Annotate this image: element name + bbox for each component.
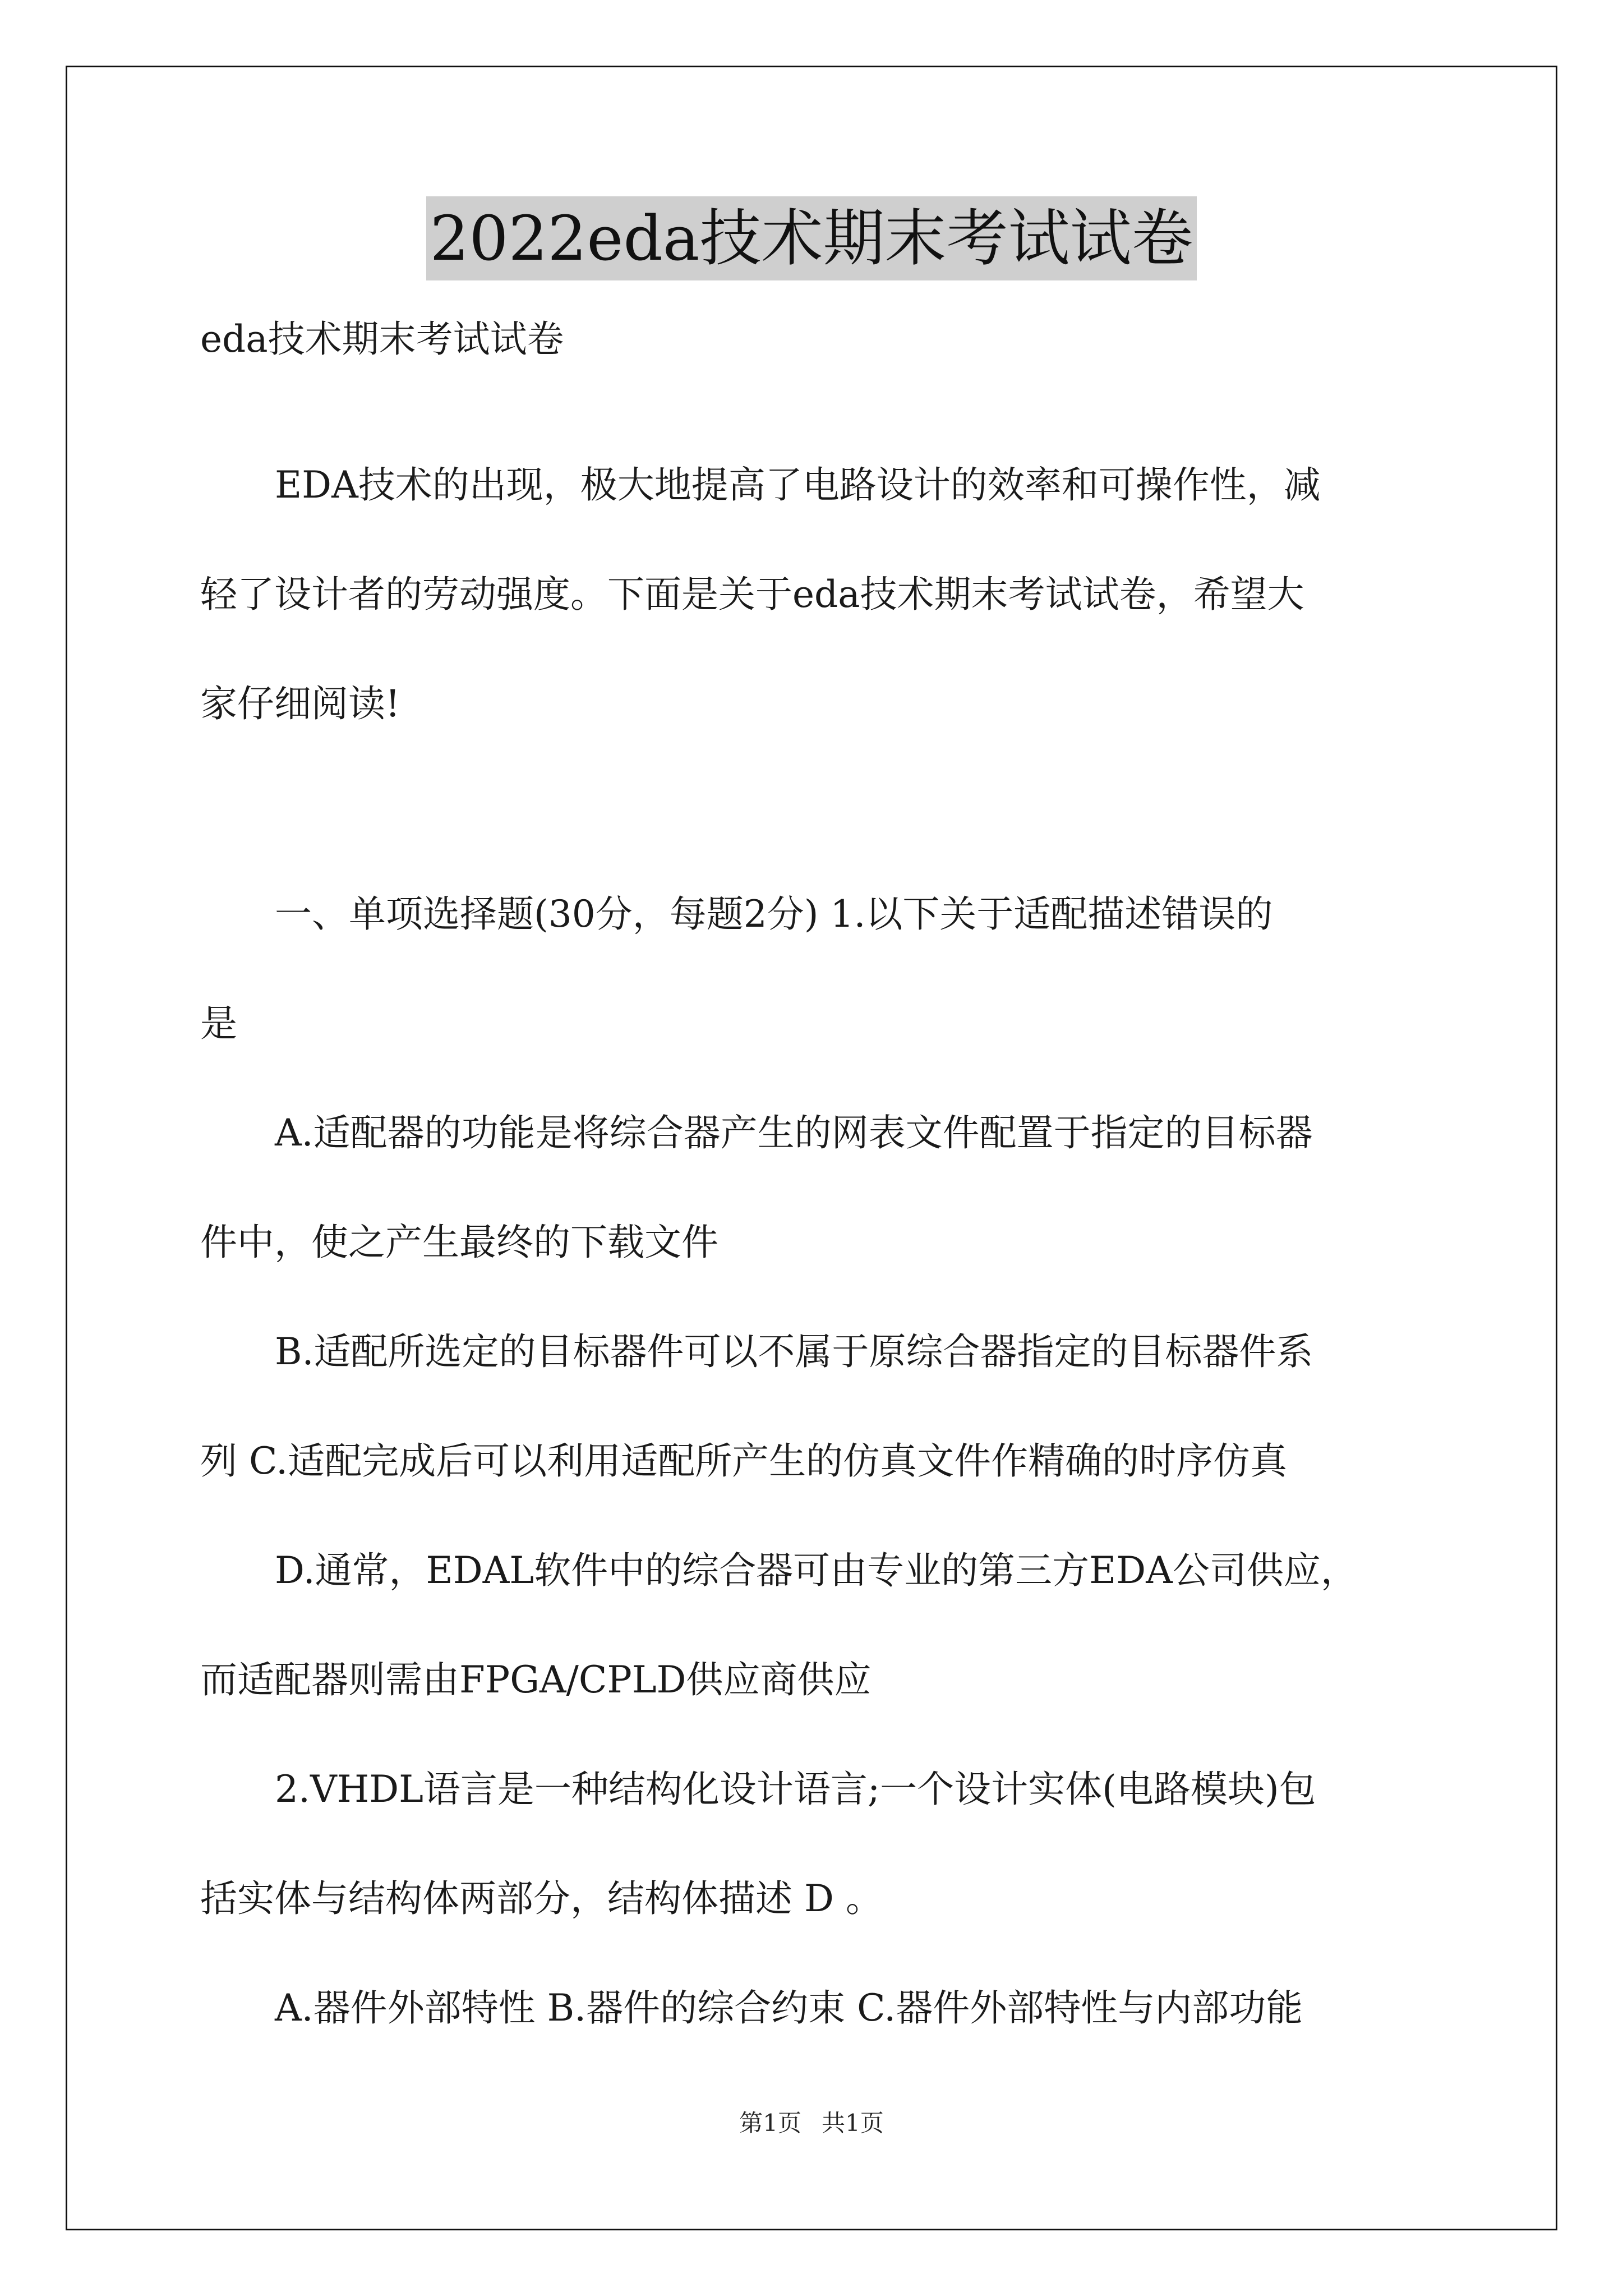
option-line: D.通常，EDAL软件中的综合器可由专业的第三方EDA公司供应，	[275, 1549, 1358, 1592]
option-line: B.适配所选定的目标器件可以不属于原综合器指定的目标器件系	[275, 1330, 1313, 1373]
option-line: 列 C.适配完成后可以利用适配所产生的仿真文件作精确的时序仿真	[200, 1439, 1288, 1483]
option-line: 而适配器则需由FPGA/CPLD供应商供应	[200, 1658, 872, 1701]
paragraph-line: EDA技术的出现，极大地提高了电路设计的效率和可操作性，减	[275, 463, 1321, 507]
question-heading-line: 是	[200, 1002, 237, 1045]
page-footer	[0, 2106, 1623, 2140]
page-total: 共1页	[822, 2109, 884, 2137]
paragraph-line: 轻了设计者的劳动强度。下面是关于eda技术期末考试试卷，希望大	[200, 573, 1304, 616]
question-line: 2.VHDL语言是一种结构化设计语言;一个设计实体(电路模块)包	[275, 1768, 1316, 1811]
question-heading-line: 一、单项选择题(30分，每题2分) 1.以下关于适配描述错误的	[275, 892, 1273, 936]
option-line: 件中，使之产生最终的下载文件	[200, 1221, 718, 1264]
paragraph-line: 家仔细阅读!	[200, 682, 400, 725]
document-subtitle: eda技术期末考试试卷	[200, 318, 564, 361]
option-line: A.适配器的功能是将综合器产生的网表文件配置于指定的目标器	[275, 1111, 1313, 1154]
page-number: 第1页	[739, 2109, 801, 2137]
document-title: 2022eda技术期末考试试卷	[426, 196, 1196, 280]
title-container	[0, 196, 1623, 280]
option-line: A.器件外部特性 B.器件的综合约束 C.器件外部特性与内部功能	[275, 1986, 1303, 2030]
question-line: 括实体与结构体两部分，结构体描述 D 。	[200, 1877, 883, 1920]
